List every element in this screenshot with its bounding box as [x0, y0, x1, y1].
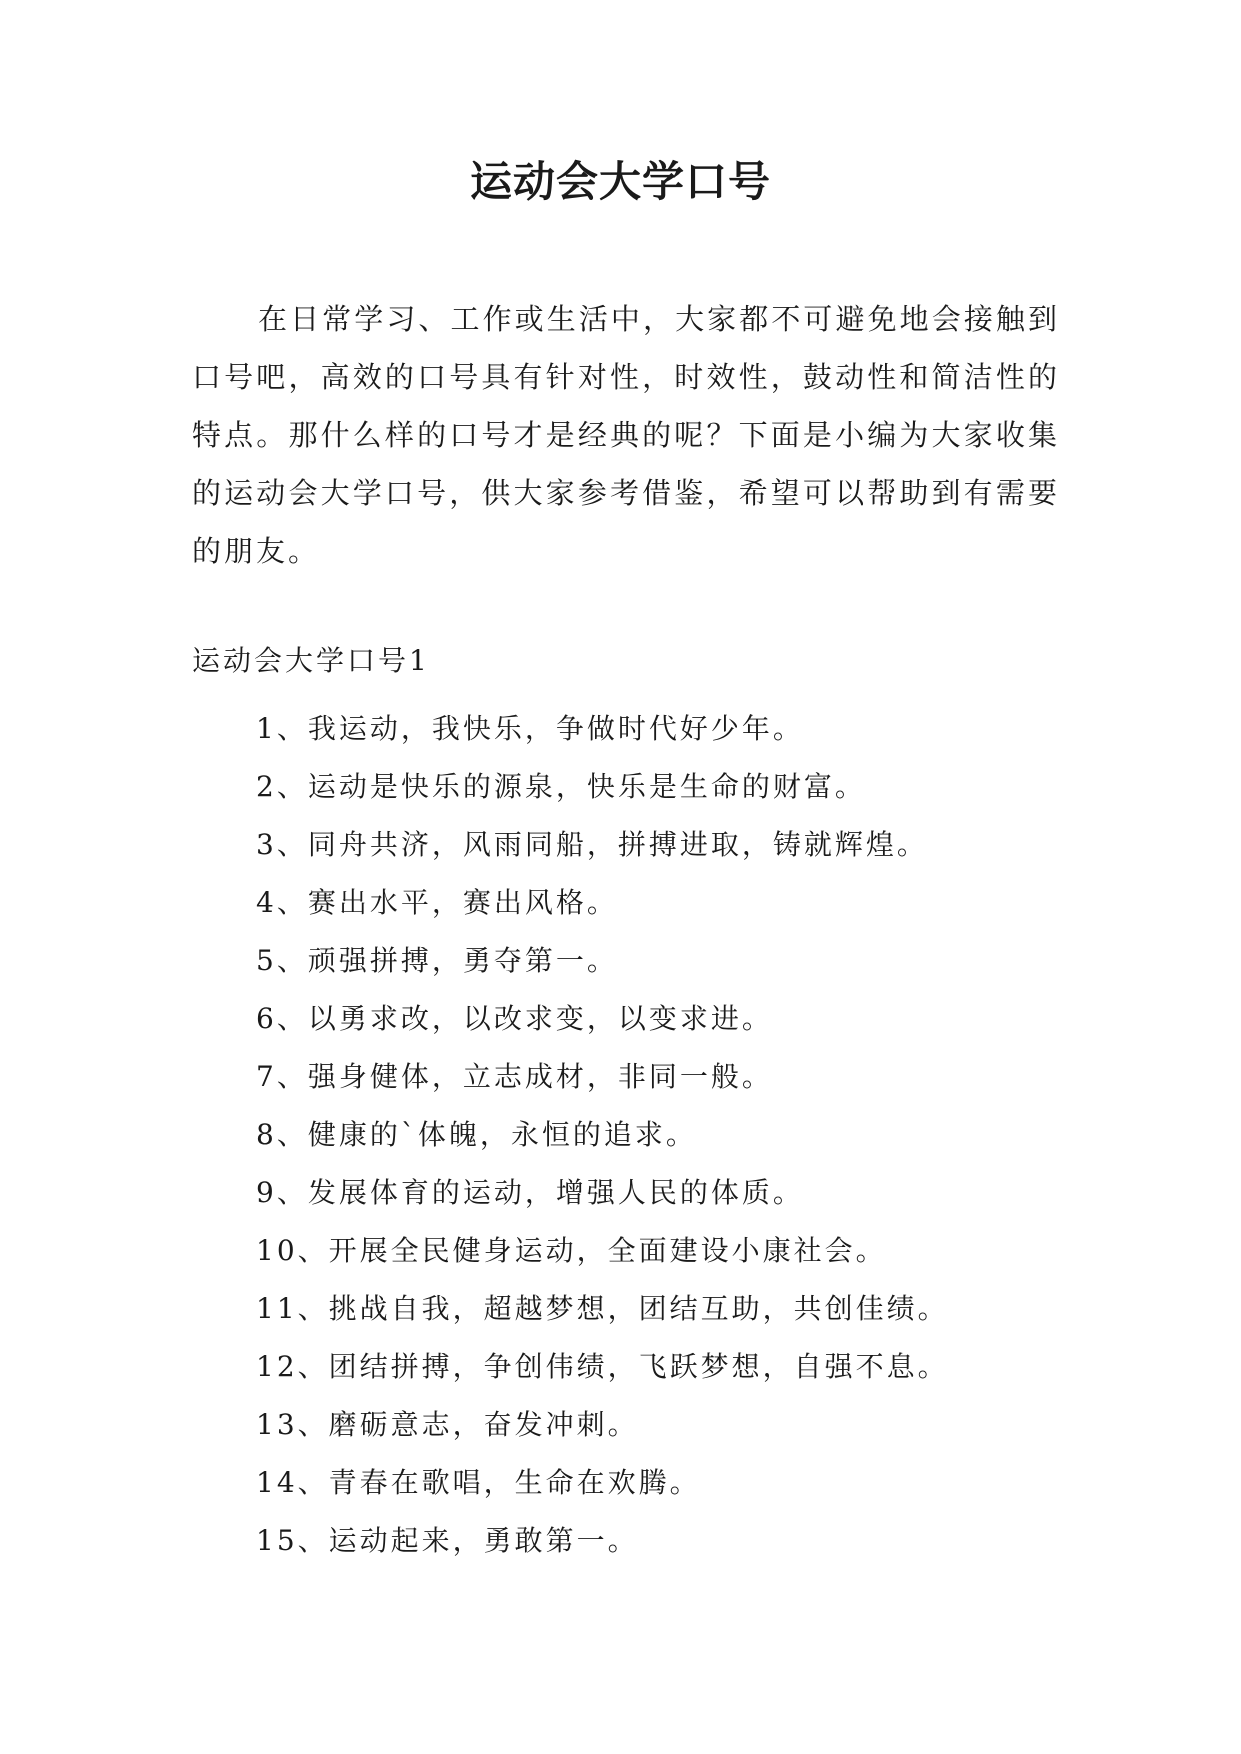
- slogan-item: 9、发展体育的运动，增强人民的体质。: [256, 1176, 804, 1209]
- intro-paragraph: 在日常学习、工作或生活中，大家都不可避免地会接触到口号吧，高效的口号具有针对性，时效性，鼓动性和简洁性的特点。那什么样的口号才是经典的呢？下面是小编为大家收集的运动会大学口号，供大家参考借鉴，希望可以帮助到有需要的朋友。: [192, 302, 1060, 568]
- slogan-item: 10、开展全民健身运动，全面建设小康社会。: [256, 1234, 887, 1267]
- slogan-item: 4、赛出水平，赛出风格。: [256, 886, 618, 919]
- slogan-item: 8、健康的`体魄，永恒的追求。: [256, 1118, 697, 1151]
- slogan-item: 3、同舟共济，风雨同船，拼搏进取，铸就辉煌。: [256, 828, 928, 861]
- slogan-item: 5、顽强拼搏，勇夺第一。: [256, 944, 618, 977]
- section-heading: 运动会大学口号1: [192, 644, 430, 677]
- slogan-item: 7、强身健体，立志成材，非同一般。: [256, 1060, 773, 1093]
- slogan-item: 13、磨砺意志，奋发冲刺。: [256, 1408, 639, 1441]
- slogan-item: 2、运动是快乐的源泉，快乐是生命的财富。: [256, 770, 866, 803]
- slogan-item: 1、我运动，我快乐，争做时代好少年。: [256, 712, 804, 745]
- slogan-item: 12、团结拼搏，争创伟绩，飞跃梦想，自强不息。: [256, 1350, 949, 1383]
- slogan-item: 6、以勇求改，以改求变，以变求进。: [256, 1002, 773, 1035]
- slogan-item: 11、挑战自我，超越梦想，团结互助，共创佳绩。: [256, 1292, 949, 1325]
- slogan-list: [256, 700, 949, 1570]
- page-title: 运动会大学口号: [469, 157, 771, 206]
- slogan-item: 15、运动起来，勇敢第一。: [256, 1524, 639, 1557]
- slogan-item: 14、青春在歌唱，生命在欢腾。: [256, 1466, 701, 1499]
